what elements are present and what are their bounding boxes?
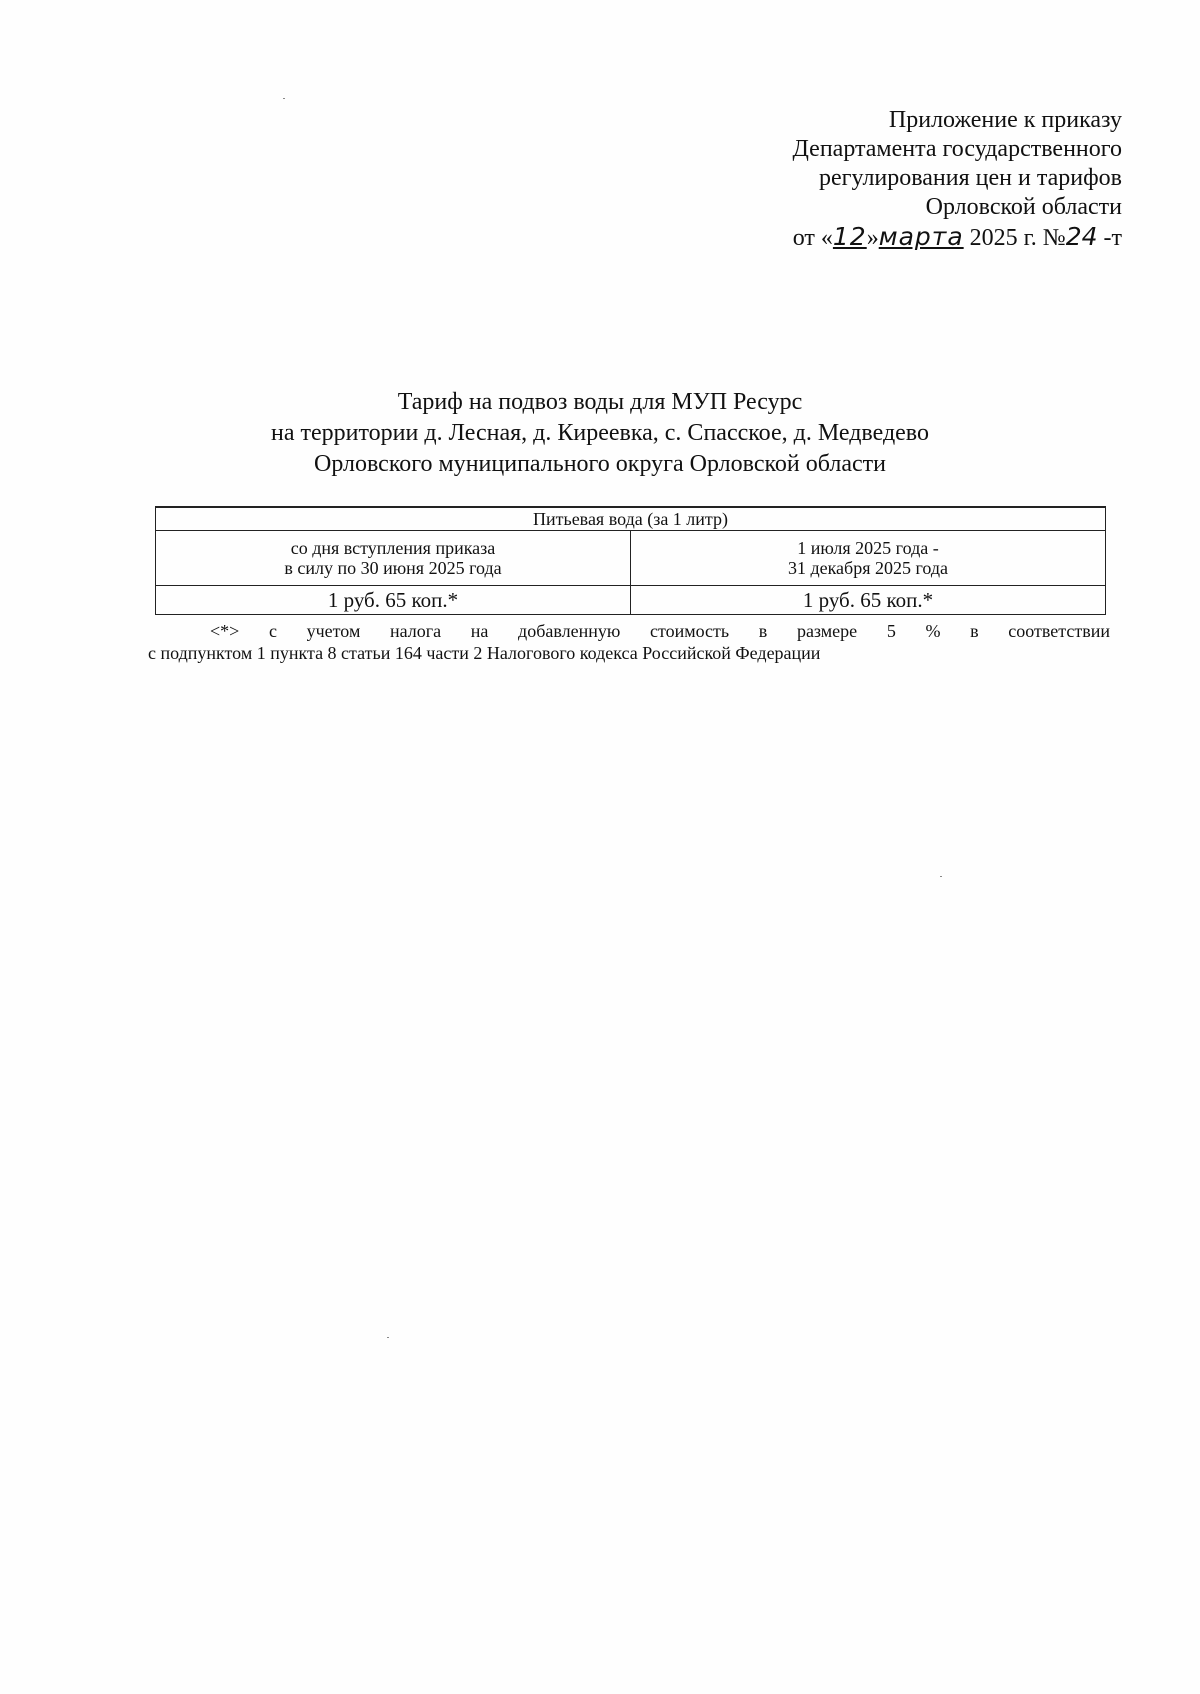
tariff-table [155,506,1106,615]
footnote-line: с подпунктом 1 пункта 8 статьи 164 части 2 Налогового кодекса Российской Федерации [148,643,821,663]
footnote-line: <*> с учетом налога на добавленную стоимость в размере 5 % в соответствии [210,621,1110,641]
table-value-row [156,586,1106,615]
footnote [148,620,1110,664]
title-line: Орловского муниципального округа Орловской области [314,451,886,477]
period-line: в силу по 30 июня 2025 года [284,558,502,578]
tariff-value-cell-1: 1 руб. 65 коп.* [156,586,631,615]
scan-speck [283,98,285,99]
appendix-header [793,106,1123,253]
scan-speck [940,876,942,877]
appendix-line: Департамента государственного [792,136,1122,162]
title-line: Тариф на подвоз воды для МУП Ресурс [397,389,803,415]
order-quote-close: » [866,225,879,251]
order-date-number [793,222,1123,253]
scan-speck [387,1337,389,1338]
title-line: на территории д. Лесная, д. Киреевка, с. Спасское, д. Медведево [271,420,929,446]
order-day: 12 [832,222,867,251]
period-line: со дня вступления приказа [290,538,496,558]
appendix-line: регулирования цен и тарифов [819,165,1122,191]
table-header-row [156,507,1106,531]
document-title [0,387,1200,480]
order-suffix: -т [1097,225,1122,251]
appendix-line: Приложение к приказу [888,107,1122,133]
table-period-row [156,531,1106,586]
order-number: 24 [1065,222,1098,251]
period-line: 31 декабря 2025 года [787,558,949,578]
period-cell-2 [631,531,1106,586]
order-month: марта [878,222,964,251]
table-header-cell: Питьевая вода (за 1 литр) [156,507,1106,531]
order-year: 2025 г. № [963,225,1066,251]
appendix-line: Орловской области [925,194,1122,220]
order-prefix: от « [792,225,833,251]
period-cell-1 [156,531,631,586]
period-line: 1 июля 2025 года - [797,538,939,558]
tariff-value-cell-2: 1 руб. 65 коп.* [631,586,1106,615]
